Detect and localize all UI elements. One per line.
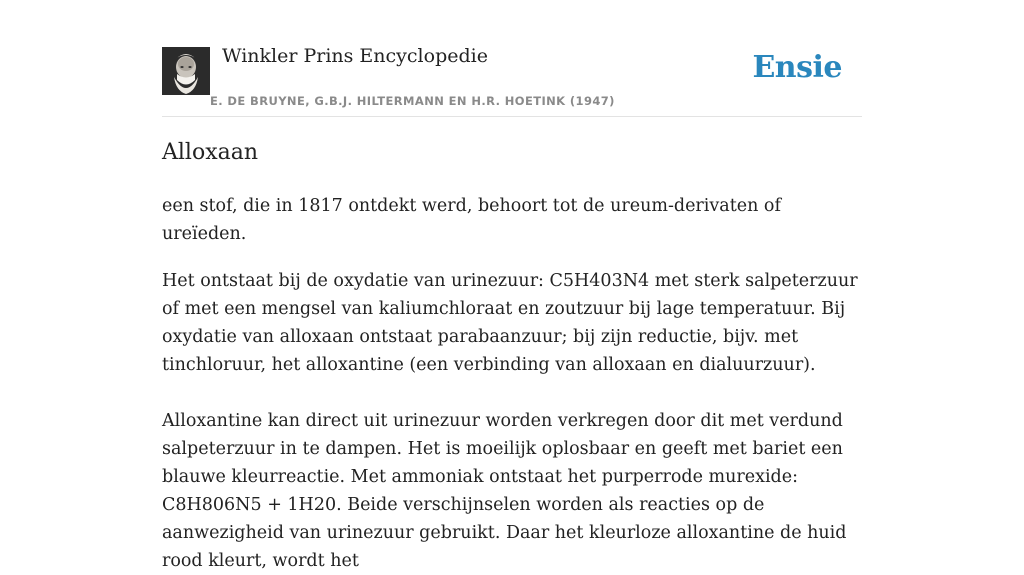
article-title: Alloxaan — [162, 140, 259, 165]
article-paragraph: Het ontstaat bij de oxydatie van urinezuur: C5H403N4 met sterk salpeterzuur of met een mengsel van kaliumchloraat en zoutzuur bij lage temperatuur. Bij oxydatie van alloxaan ontstaat parabaanzuur; bij zijn reductie, bijv. met tinchloruur, het alloxantine (een verbinding van alloxaan en dialuurzuur). — [162, 271, 858, 375]
article-body — [162, 192, 862, 575]
site-header — [162, 0, 862, 117]
article-paragraph: een stof, die in 1817 ontdekt werd, behoort tot de ureum-derivaten of ureïeden. — [162, 196, 781, 244]
ensie-logo[interactable]: Ensie — [752, 50, 842, 85]
authors-credit: E. DE BRUYNE, G.B.J. HILTERMANN EN H.R. HOETINK (1947) — [210, 94, 615, 108]
article-paragraph: Alloxantine kan direct uit urinezuur worden verkregen door dit met verdund salpeterzuur in te dampen. Het is moeilijk oplosbaar en geeft met bariet een blauwe kleurreactie. Met ammoniak ontstaat het purperrode murexide: C8H806N5 + 1H20. Beide verschijnselen worden als reacties op de aanwezigheid van urinezuur gebruikt. Daar het kleurloze alloxantine de huid rood kleurt, wordt het — [162, 411, 847, 571]
author-portrait-icon — [162, 47, 210, 95]
site-name[interactable]: Winkler Prins Encyclopedie — [222, 45, 488, 67]
